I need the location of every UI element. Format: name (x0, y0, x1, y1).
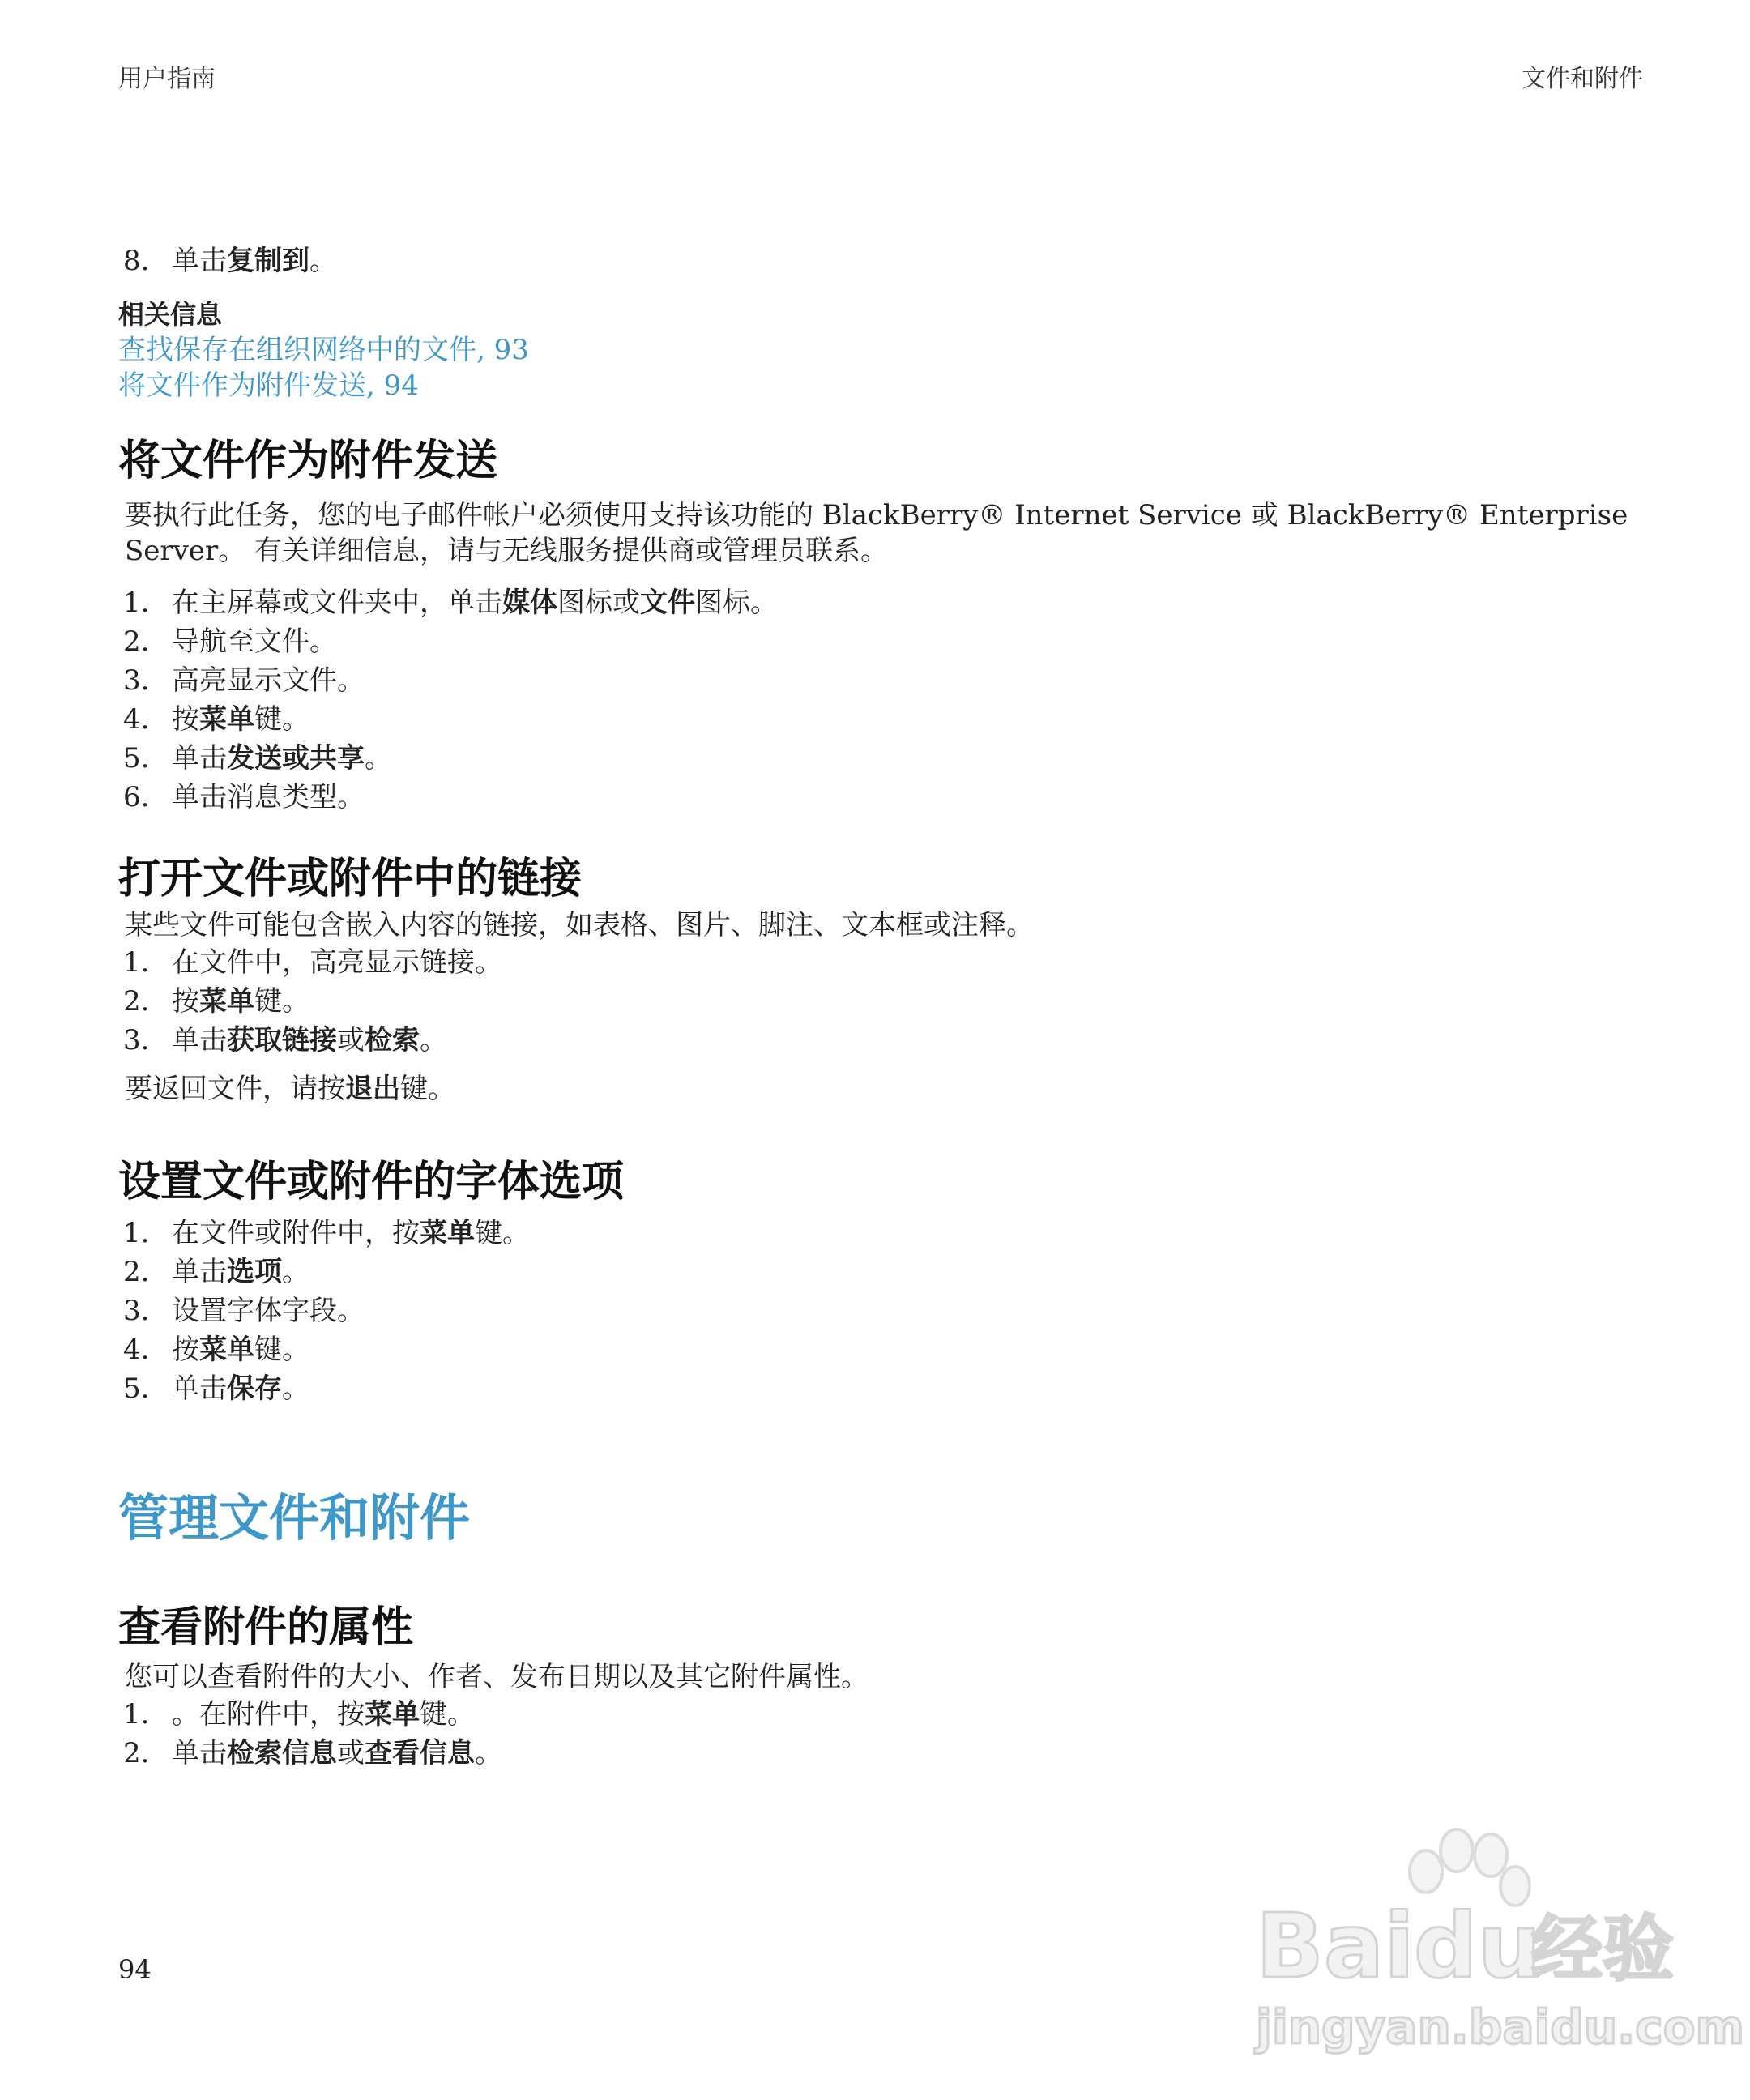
list-item: 2. 单击选项。 (123, 1256, 309, 1288)
list-item: 2. 导航至文件。 (123, 625, 337, 658)
step-number: 8. (123, 245, 150, 277)
step-list (118, 943, 1650, 1060)
baidu-watermark-logo (1240, 1815, 1744, 2058)
section-title-send-file: 将文件作为附件发送 (118, 437, 498, 485)
section-title-font-options: 设置文件或附件的字体选项 (118, 1158, 625, 1206)
list-item: 1. 在文件中，高亮显示链接。 (123, 946, 502, 979)
related-link-find-files[interactable]: 查找保存在组织网络中的文件, 93 (118, 334, 529, 366)
watermark-brand-cn: 经验 (1531, 1907, 1675, 1991)
list-item: 4. 按菜单键。 (123, 1334, 309, 1366)
related-info-title: 相关信息 (118, 299, 223, 330)
list-item (118, 241, 1650, 280)
list-item: 1. 。在附件中，按菜单键。 (123, 1698, 475, 1731)
list-item: 5. 单击发送或共享。 (123, 742, 392, 775)
page-content (118, 241, 1650, 1773)
list-item: 1. 在文件或附件中，按菜单键。 (123, 1217, 530, 1249)
list-item: 2. 按菜单键。 (123, 985, 309, 1018)
list-item: 2. 单击检索信息或查看信息。 (123, 1737, 502, 1769)
page-number: 94 (118, 1954, 152, 1985)
step-text: 单击复制到。 (172, 245, 337, 277)
section-intro: 某些文件可能包含嵌入内容的链接，如表格、图片、脚注、文本框或注释。 (125, 909, 1034, 941)
list-item: 3. 设置字体字段。 (123, 1295, 365, 1327)
list-item: 6. 单击消息类型。 (123, 781, 365, 813)
section-title-attachment-properties: 查看附件的属性 (118, 1603, 414, 1652)
section-note: 要返回文件，请按退出键。 (125, 1073, 455, 1105)
running-header-right: 文件和附件 (1522, 65, 1643, 93)
section-intro: 要执行此任务，您的电子邮件帐户必须使用支持该功能的 BlackBerry® Internet Service 或 BlackBerry® Enterprise Server。 有关详细信息，请与无线服务提供商或管理员联系。 (125, 499, 1628, 567)
watermark-brand-left: Bai (1256, 1894, 1415, 1998)
running-header-left: 用户指南 (118, 65, 216, 93)
list-item: 5. 单击保存。 (123, 1372, 309, 1405)
list-item: 3. 高亮显示文件。 (123, 664, 365, 697)
step-list (118, 583, 1650, 817)
section-intro: 您可以查看附件的大小、作者、发布日期以及其它附件属性。 (125, 1661, 869, 1693)
related-link-send-attachment[interactable]: 将文件作为附件发送, 94 (118, 369, 419, 402)
step-list (118, 1214, 1650, 1408)
watermark-brand-right: du (1414, 1894, 1542, 1998)
watermark-url: jingyan.baidu.com (1256, 2000, 1744, 2055)
list-item: 1. 在主屏幕或文件夹中，单击媒体图标或文件图标。 (123, 587, 778, 619)
chapter-title: 管理文件和附件 (118, 1488, 471, 1547)
list-item: 4. 按菜单键。 (123, 703, 309, 736)
list-item: 3. 单击获取链接或检索。 (123, 1024, 447, 1056)
section-title-open-links: 打开文件或附件中的链接 (118, 855, 583, 903)
step-list (118, 1695, 1650, 1773)
